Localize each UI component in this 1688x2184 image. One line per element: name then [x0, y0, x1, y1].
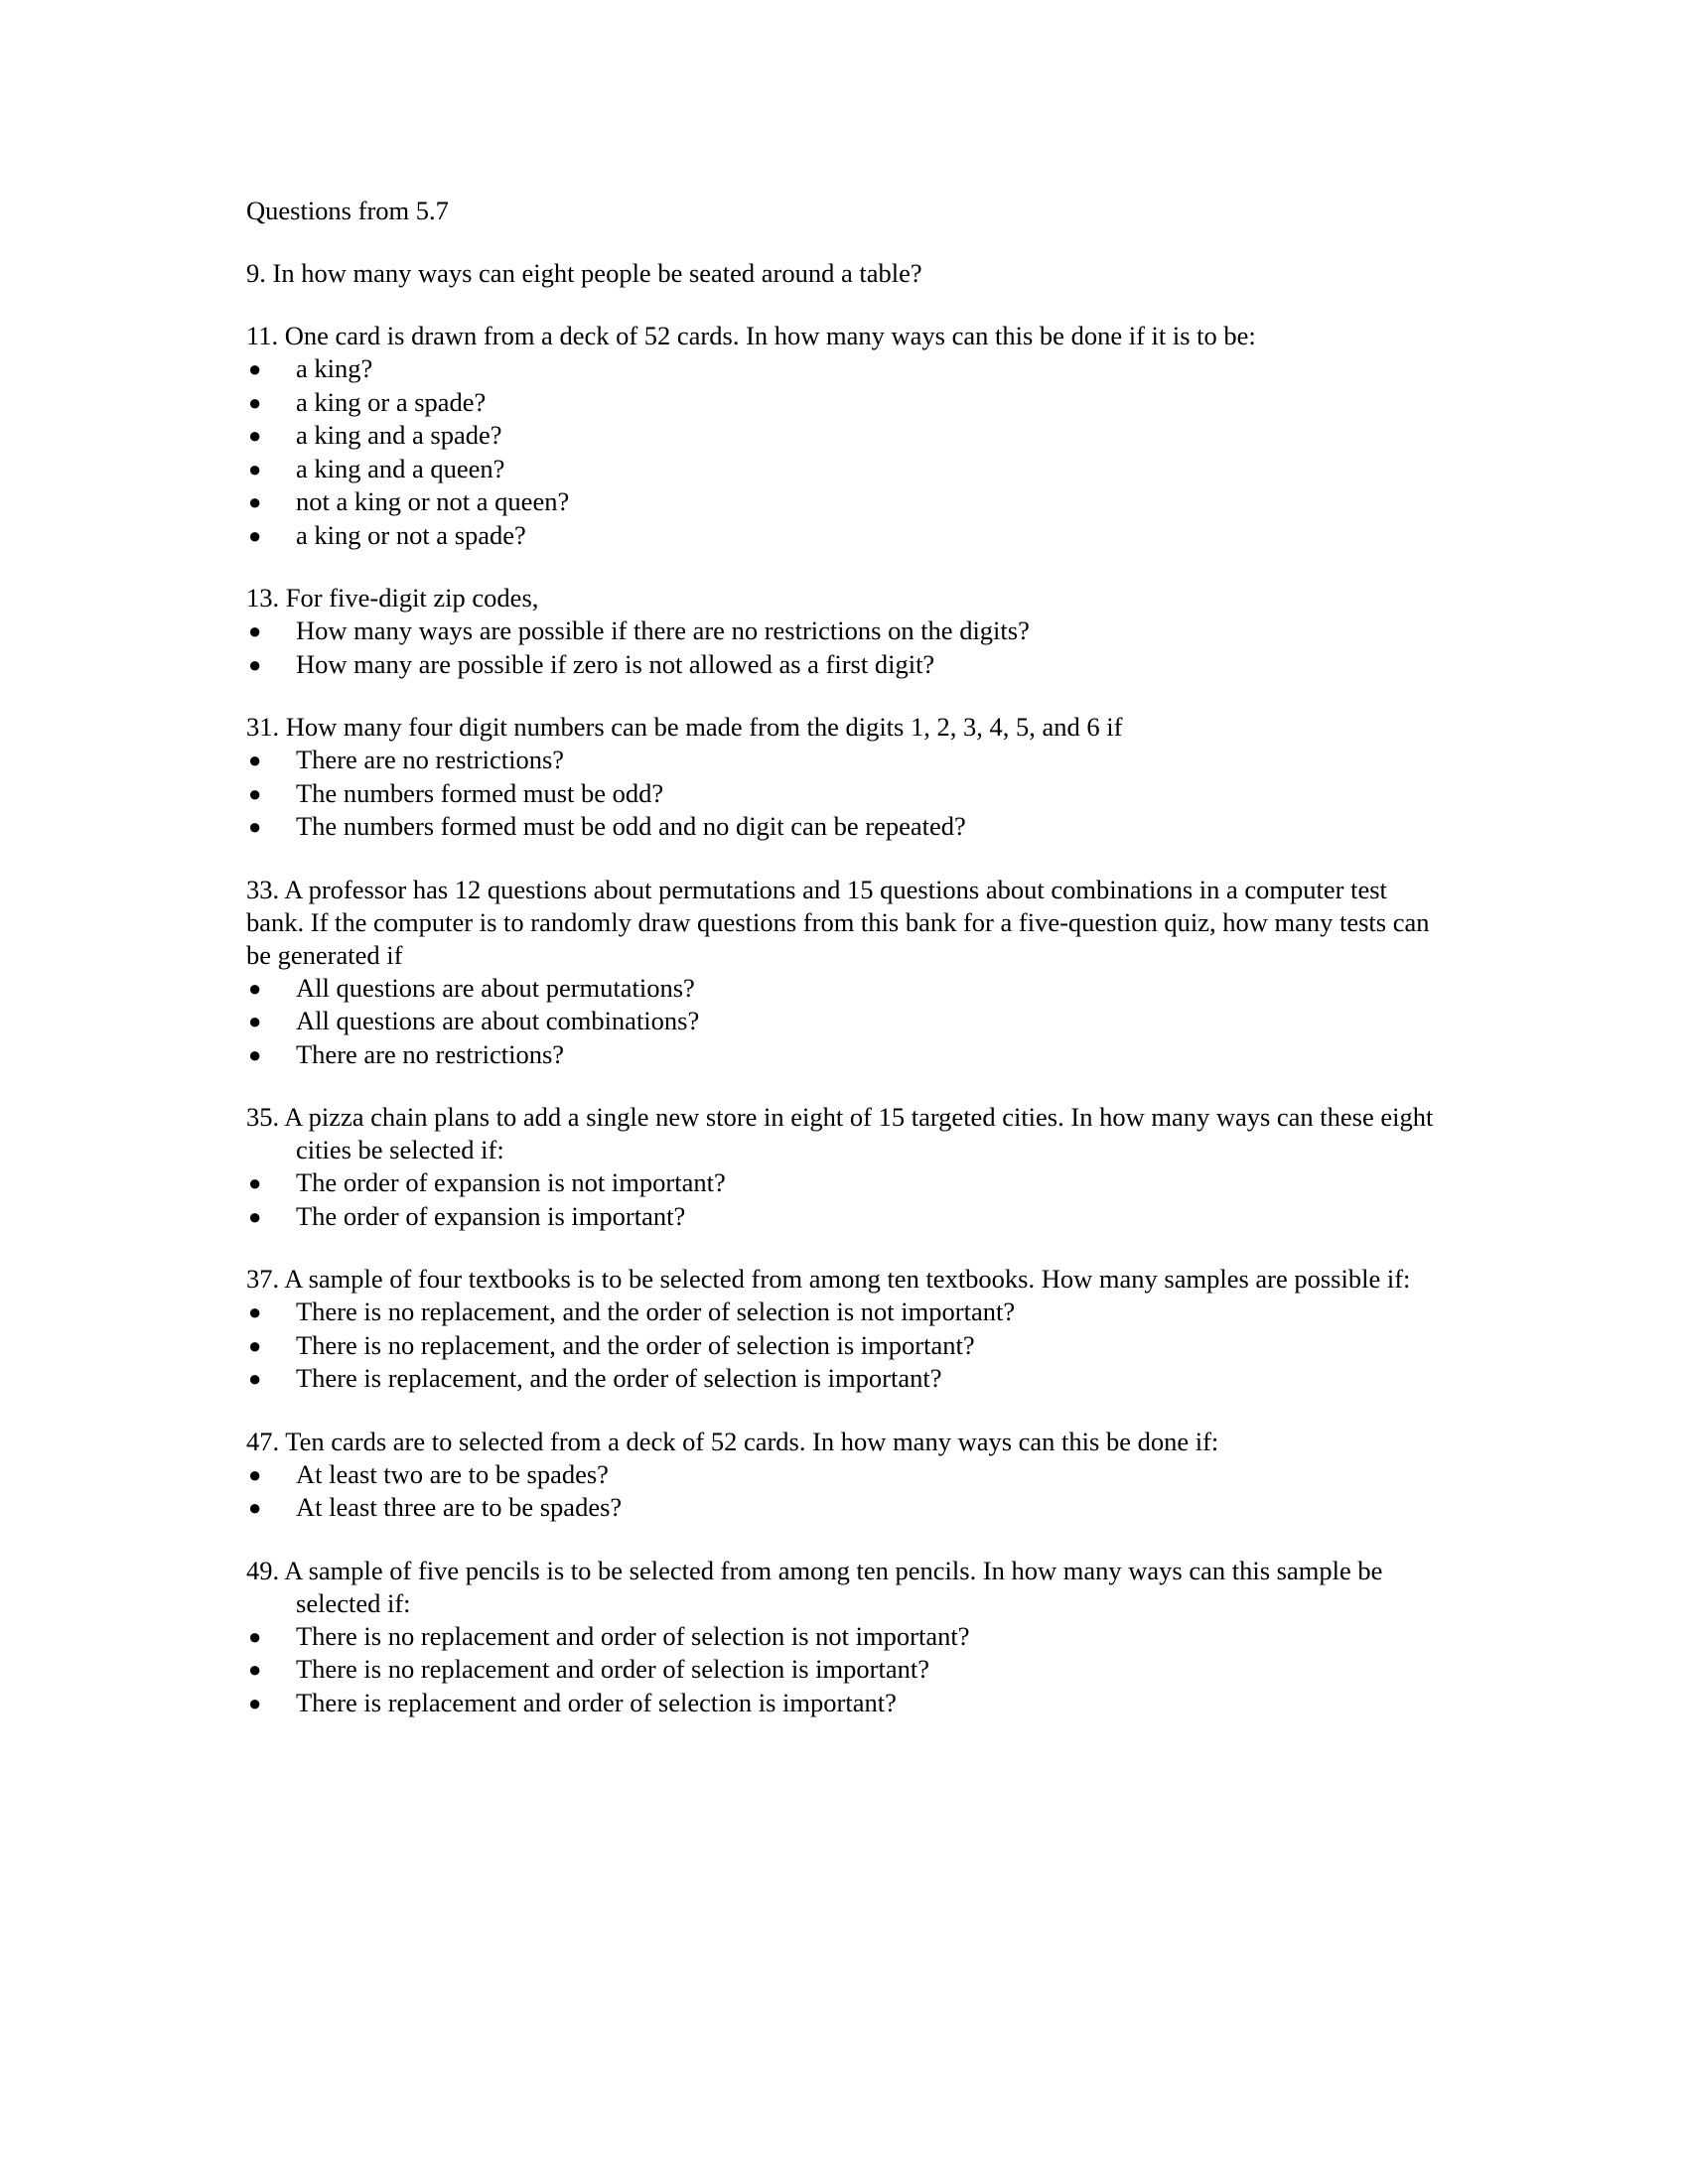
- option-text: a king or not a spade?: [296, 519, 526, 550]
- list-item: [246, 1687, 1448, 1720]
- bullet-icon: ●: [248, 814, 262, 839]
- question-text: 9. In how many ways can eight people be seated around a table?: [246, 258, 922, 288]
- option-text: The order of expansion is not important?: [296, 1167, 726, 1197]
- question-text: 49. A sample of five pencils is to be selected from among ten pencils. In how many ways can this sample be selected if:: [246, 1555, 1383, 1618]
- question-text: 35. A pizza chain plans to add a single new store in eight of 15 targeted cities. In how many ways can these eight cities be selected if:: [246, 1102, 1434, 1164]
- option-list: [246, 1296, 1448, 1396]
- option-list: [246, 1166, 1448, 1233]
- question-text: 47. Ten cards are to selected from a deck of 52 cards. In how many ways can this be done if:: [246, 1426, 1219, 1456]
- question-block: [246, 711, 1448, 844]
- bullet-icon: ●: [248, 522, 262, 548]
- option-text: There is no replacement and order of selection is not important?: [296, 1620, 970, 1651]
- bullet-icon: ●: [248, 1623, 262, 1649]
- option-text: a king?: [296, 353, 373, 383]
- question-text: 37. A sample of four textbooks is to be selected from among ten textbooks. How many samples are possible if:: [246, 1264, 1411, 1294]
- bullet-icon: ●: [248, 1170, 262, 1195]
- bullet-icon: ●: [248, 489, 262, 514]
- option-text: There is replacement and order of selection is important?: [296, 1687, 897, 1717]
- list-item: [246, 1296, 1448, 1329]
- list-item: [246, 1491, 1448, 1525]
- bullet-icon: ●: [248, 356, 262, 381]
- question-text: 11. One card is drawn from a deck of 52 cards. In how many ways can this be done if it is to be:: [246, 321, 1256, 350]
- list-item: [246, 810, 1448, 844]
- question-block: [246, 1101, 1448, 1233]
- question-block: [246, 874, 1448, 1072]
- question-block: [246, 1555, 1448, 1720]
- list-item: [246, 614, 1448, 648]
- question-list: [246, 257, 1448, 1719]
- list-item: [246, 352, 1448, 386]
- bullet-icon: ●: [248, 423, 262, 448]
- option-text: There is no replacement, and the order of selection is not important?: [296, 1297, 1016, 1326]
- question-block: [246, 582, 1448, 681]
- option-list: [246, 972, 1448, 1072]
- list-item: [246, 648, 1448, 682]
- list-item: [246, 419, 1448, 453]
- bullet-icon: ●: [248, 389, 262, 415]
- option-text: The numbers formed must be odd?: [296, 777, 664, 808]
- question-block: [246, 1426, 1448, 1525]
- bullet-icon: ●: [248, 1461, 262, 1487]
- option-text: How many ways are possible if there are no restrictions on the digits?: [296, 615, 1030, 645]
- bullet-icon: ●: [248, 456, 262, 481]
- option-text: There is no replacement and order of selection is important?: [296, 1654, 929, 1684]
- question-text: 31. How many four digit numbers can be made from the digits 1, 2, 3, 4, 5, and 6 if: [246, 712, 1123, 742]
- option-text: At least three are to be spades?: [296, 1492, 623, 1522]
- bullet-icon: ●: [248, 780, 262, 806]
- option-text: There are no restrictions?: [296, 1038, 565, 1069]
- document-page: [246, 195, 1448, 1749]
- bullet-icon: ●: [248, 1299, 262, 1324]
- bullet-icon: ●: [248, 1009, 262, 1033]
- bullet-icon: ●: [248, 1332, 262, 1358]
- question-text: 13. For five-digit zip codes,: [246, 583, 539, 613]
- bullet-icon: ●: [248, 1041, 262, 1067]
- option-list: [246, 614, 1448, 681]
- option-text: not a king or not a queen?: [296, 486, 570, 516]
- page-title: Questions from 5.7: [246, 196, 449, 225]
- list-item: [246, 386, 1448, 420]
- bullet-icon: ●: [248, 651, 262, 677]
- option-text: There are no restrictions?: [296, 745, 565, 774]
- option-text: a king and a queen?: [296, 453, 505, 483]
- list-item: [246, 485, 1448, 519]
- list-item: [246, 1362, 1448, 1396]
- list-item: [246, 519, 1448, 553]
- bullet-icon: ●: [248, 1690, 262, 1715]
- question-block: [246, 320, 1448, 552]
- list-item: [246, 453, 1448, 486]
- option-list: [246, 744, 1448, 844]
- bullet-icon: ●: [248, 1657, 262, 1682]
- bullet-icon: ●: [248, 1495, 262, 1520]
- list-item: [246, 1038, 1448, 1072]
- list-item: [246, 744, 1448, 777]
- option-text: All questions are about combinations?: [296, 1006, 700, 1035]
- question-text: 33. A professor has 12 questions about permutations and 15 questions about combinations in a computer test bank. If the computer is to randomly draw questions from this bank for a five-question quiz, how many tests can be generated if: [246, 874, 1430, 970]
- option-text: All questions are about permutations?: [296, 972, 695, 1003]
- option-text: The numbers formed must be odd and no digit can be repeated?: [296, 811, 966, 841]
- list-item: [246, 1653, 1448, 1687]
- option-text: a king and a spade?: [296, 420, 502, 450]
- question-block: [246, 257, 1448, 290]
- option-list: [246, 1620, 1448, 1720]
- bullet-icon: ●: [248, 975, 262, 1001]
- option-list: [246, 1458, 1448, 1525]
- list-item: [246, 1200, 1448, 1234]
- list-item: [246, 1620, 1448, 1654]
- list-item: [246, 1458, 1448, 1492]
- list-item: [246, 777, 1448, 811]
- option-text: a king or a spade?: [296, 386, 487, 417]
- bullet-icon: ●: [248, 748, 262, 772]
- bullet-icon: ●: [248, 1366, 262, 1391]
- option-text: How many are possible if zero is not allowed as a first digit?: [296, 648, 935, 679]
- option-text: There is no replacement, and the order of selection is important?: [296, 1329, 975, 1360]
- question-block: [246, 1263, 1448, 1396]
- bullet-icon: ●: [248, 618, 262, 643]
- option-text: At least two are to be spades?: [296, 1458, 609, 1489]
- option-text: The order of expansion is important?: [296, 1200, 686, 1231]
- list-item: [246, 1005, 1448, 1038]
- bullet-icon: ●: [248, 1203, 262, 1229]
- list-item: [246, 1329, 1448, 1363]
- list-item: [246, 1166, 1448, 1200]
- option-text: There is replacement, and the order of selection is important?: [296, 1363, 942, 1393]
- option-list: [246, 352, 1448, 552]
- list-item: [246, 972, 1448, 1006]
